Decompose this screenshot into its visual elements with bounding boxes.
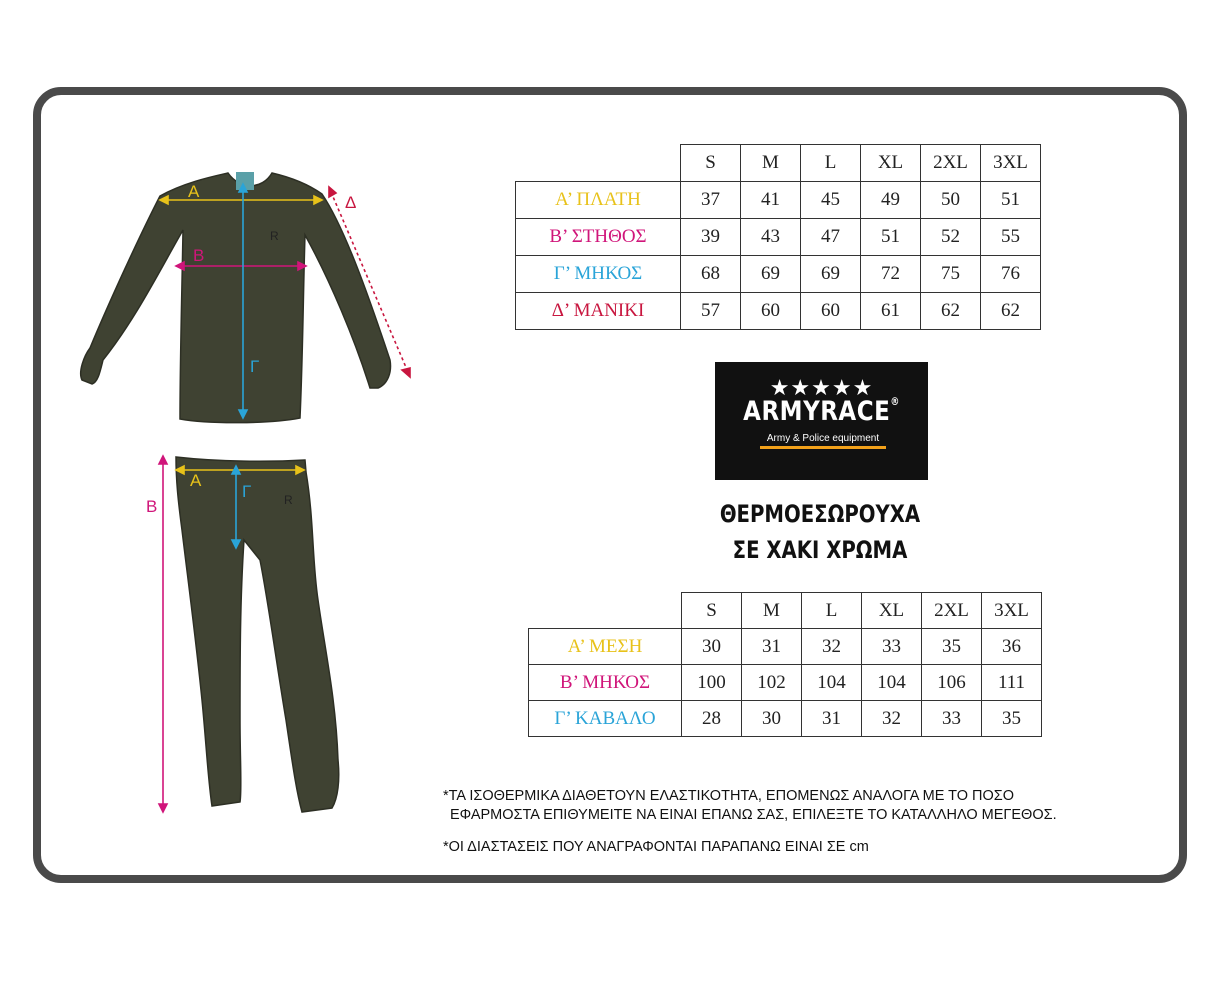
shirt-label-a: Α	[188, 182, 200, 201]
row-label: Γ’ ΚΑΒΑΛΟ	[529, 701, 682, 737]
logo-registered-mark: ®	[890, 397, 900, 409]
table-cell: 102	[742, 665, 802, 701]
table-row	[516, 219, 1041, 256]
table-header-row	[529, 593, 1042, 629]
table-cell: 62	[981, 293, 1041, 330]
table-cell: 41	[741, 182, 801, 219]
size-header: M	[741, 145, 801, 182]
size-header: M	[742, 593, 802, 629]
table-cell: 35	[922, 629, 982, 665]
pants-size-table	[528, 592, 1042, 737]
table-corner-cell	[529, 593, 682, 629]
pants-logo-mark: R	[284, 493, 293, 507]
table-cell: 76	[981, 256, 1041, 293]
row-label: Γ’ ΜΗΚΟΣ	[516, 256, 681, 293]
table-cell: 43	[741, 219, 801, 256]
table-cell: 57	[681, 293, 741, 330]
shirt-size-table	[515, 144, 1041, 330]
logo-accent-bar	[760, 446, 886, 449]
table-cell: 51	[861, 219, 921, 256]
table-cell: 69	[741, 256, 801, 293]
shirt-label-d: Δ	[345, 193, 357, 212]
table-cell: 33	[922, 701, 982, 737]
table-cell: 35	[982, 701, 1042, 737]
table-cell: 32	[802, 629, 862, 665]
table-cell: 52	[921, 219, 981, 256]
table-cell: 100	[682, 665, 742, 701]
table-cell: 50	[921, 182, 981, 219]
size-header: S	[681, 145, 741, 182]
table-cell: 72	[861, 256, 921, 293]
row-label: Β’ ΣΤΗΘΟΣ	[516, 219, 681, 256]
row-label: Β’ ΜΗΚΟΣ	[529, 665, 682, 701]
table-corner-cell	[516, 145, 681, 182]
table-cell: 33	[862, 629, 922, 665]
size-header: S	[682, 593, 742, 629]
table-cell: 37	[681, 182, 741, 219]
table-row	[529, 701, 1042, 737]
table-cell: 68	[681, 256, 741, 293]
table-cell: 31	[742, 629, 802, 665]
size-header: 3XL	[982, 593, 1042, 629]
table-cell: 39	[681, 219, 741, 256]
row-label: Α’ ΠΛΑΤΗ	[516, 182, 681, 219]
size-header: 3XL	[981, 145, 1041, 182]
table-cell: 49	[861, 182, 921, 219]
size-header: XL	[861, 145, 921, 182]
table-cell: 51	[981, 182, 1041, 219]
table-cell: 47	[801, 219, 861, 256]
product-title-line-1: ΘΕΡΜΟΕΣΩΡΟΥΧΑ	[719, 500, 921, 528]
table-cell: 55	[981, 219, 1041, 256]
pants-body	[176, 457, 339, 812]
table-cell: 106	[922, 665, 982, 701]
size-header: 2XL	[922, 593, 982, 629]
table-header-row	[516, 145, 1041, 182]
table-cell: 30	[682, 629, 742, 665]
table-cell: 32	[862, 701, 922, 737]
row-label: Α’ ΜΕΣΗ	[529, 629, 682, 665]
table-cell: 60	[741, 293, 801, 330]
table-cell: 75	[921, 256, 981, 293]
product-title-line-2: ΣΕ ΧΑΚΙ ΧΡΩΜΑ	[732, 536, 908, 564]
elasticity-note: *ΤΑ ΙΣΟΘΕΡΜΙΚΑ ΔΙΑΘΕΤΟΥΝ ΕΛΑΣΤΙΚΟΤΗΤΑ, ΕΠΟΜΕΝΩΣ ΑΝΑΛΟΓΑ ΜΕ ΤΟ ΠΟΣΟ	[443, 788, 1015, 804]
table-row	[516, 256, 1041, 293]
elasticity-note-continued: ΕΦΑΡΜΟΣΤΑ ΕΠΙΘΥΜΕΙΤΕ ΝΑ ΕΙΝΑΙ ΕΠΑΝΩ ΣΑΣ, ΕΠΙΛΕΞΤΕ ΤΟ ΚΑΤΑΛΛΗΛΟ ΜΕΓΕΘΟΣ.	[450, 807, 1057, 823]
size-header: XL	[862, 593, 922, 629]
table-cell: 69	[801, 256, 861, 293]
units-note: *ΟΙ ΔΙΑΣΤΑΣΕΙΣ ΠΟΥ ΑΝΑΓΡΑΦΟΝΤΑΙ ΠΑΡΑΠΑΝΩ ΕΙΝΑΙ ΣΕ cm	[443, 839, 869, 855]
logo-brand-text: ARMYRACE	[743, 397, 891, 427]
table-cell: 28	[682, 701, 742, 737]
table-cell: 104	[862, 665, 922, 701]
pants-label-a: Α	[190, 471, 202, 490]
table-cell: 61	[861, 293, 921, 330]
size-header: 2XL	[921, 145, 981, 182]
table-row	[516, 182, 1041, 219]
table-cell: 30	[742, 701, 802, 737]
table-cell: 60	[801, 293, 861, 330]
table-cell: 45	[801, 182, 861, 219]
thermal-pants	[176, 457, 339, 812]
logo-stars: ★★★★★	[769, 376, 874, 401]
logo-tagline: Army & Police equipment	[766, 433, 880, 444]
table-cell: 104	[802, 665, 862, 701]
logo-brand	[715, 397, 928, 427]
size-header: L	[801, 145, 861, 182]
shirt-label-g: Γ	[250, 357, 260, 376]
table-cell: 31	[802, 701, 862, 737]
pants-dim-b	[159, 456, 167, 812]
pants-label-b: Β	[146, 497, 158, 516]
table-cell: 36	[982, 629, 1042, 665]
pants-label-g: Γ	[242, 482, 252, 501]
shirt-label-b: Β	[193, 246, 205, 265]
armyrace-logo	[715, 362, 928, 480]
table-row	[516, 293, 1041, 330]
table-row	[529, 629, 1042, 665]
shirt-logo-mark: R	[270, 229, 279, 243]
table-cell: 111	[982, 665, 1042, 701]
table-cell: 62	[921, 293, 981, 330]
size-header: L	[802, 593, 862, 629]
table-row	[529, 665, 1042, 701]
row-label: Δ’ ΜΑΝΙΚΙ	[516, 293, 681, 330]
